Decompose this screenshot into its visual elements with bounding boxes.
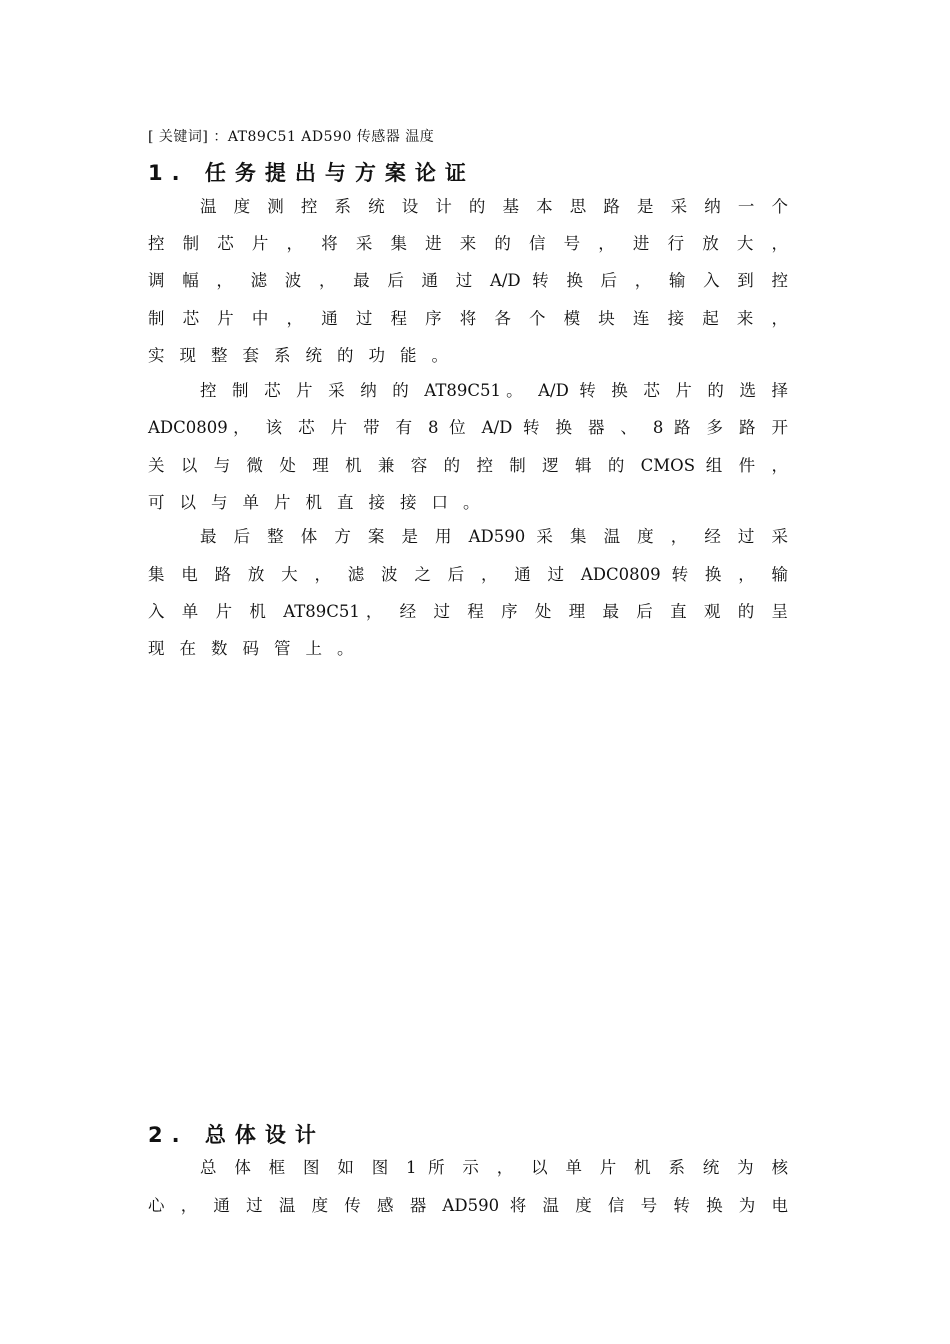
- paragraph-line: ADC0809， 该 芯 片 带 有 8 位 A/D 转 换 器 、 8 路 多 路 开: [148, 418, 788, 437]
- paragraph-line: 控 制 芯 片 ， 将 采 集 进 来 的 信 号 ， 进 行 放 大 ，: [148, 234, 788, 253]
- paragraph-line: 关 以 与 微 处 理 机 兼 容 的 控 制 逻 辑 的 CMOS 组 件 ，: [148, 456, 788, 475]
- paragraph-line: 制 芯 片 中 ， 通 过 程 序 将 各 个 模 块 连 接 起 来 ，: [148, 309, 788, 328]
- paragraph-line: 现在数码管上。: [148, 639, 369, 658]
- paragraph-line: 集 电 路 放 大 ， 滤 波 之 后 ， 通 过 ADC0809 转 换 ， 输: [148, 565, 788, 584]
- paragraph-line: 温 度 测 控 系 统 设 计 的 基 本 思 路 是 采 纳 一 个: [200, 197, 788, 216]
- paragraph-line: 实现整套系统的功能。: [148, 346, 463, 365]
- section-1-heading: 1. 任务提出与方案论证: [148, 161, 475, 185]
- keywords-line: [ 关键词] ：AT89C51 AD590 传感器 温度: [148, 129, 435, 145]
- section-2-heading: 2. 总体设计: [148, 1123, 325, 1147]
- paragraph-line: 可以与单片机直接接口。: [148, 493, 495, 512]
- paragraph-line: 心 ， 通 过 温 度 传 感 器 AD590 将 温 度 信 号 转 换 为 电: [148, 1196, 788, 1215]
- paragraph-line: 总 体 框 图 如 图 1 所 示 ， 以 单 片 机 系 统 为 核: [200, 1158, 788, 1177]
- paragraph-line: 最 后 整 体 方 案 是 用 AD590 采 集 温 度 ， 经 过 采: [200, 527, 788, 546]
- paragraph-line: 入 单 片 机 AT89C51， 经 过 程 序 处 理 最 后 直 观 的 呈: [148, 602, 788, 621]
- paragraph-line: 控 制 芯 片 采 纳 的 AT89C51。 A/D 转 换 芯 片 的 选 择: [200, 381, 788, 400]
- paragraph-line: 调 幅 ， 滤 波 ， 最 后 通 过 A/D 转 换 后 ， 输 入 到 控: [148, 271, 788, 290]
